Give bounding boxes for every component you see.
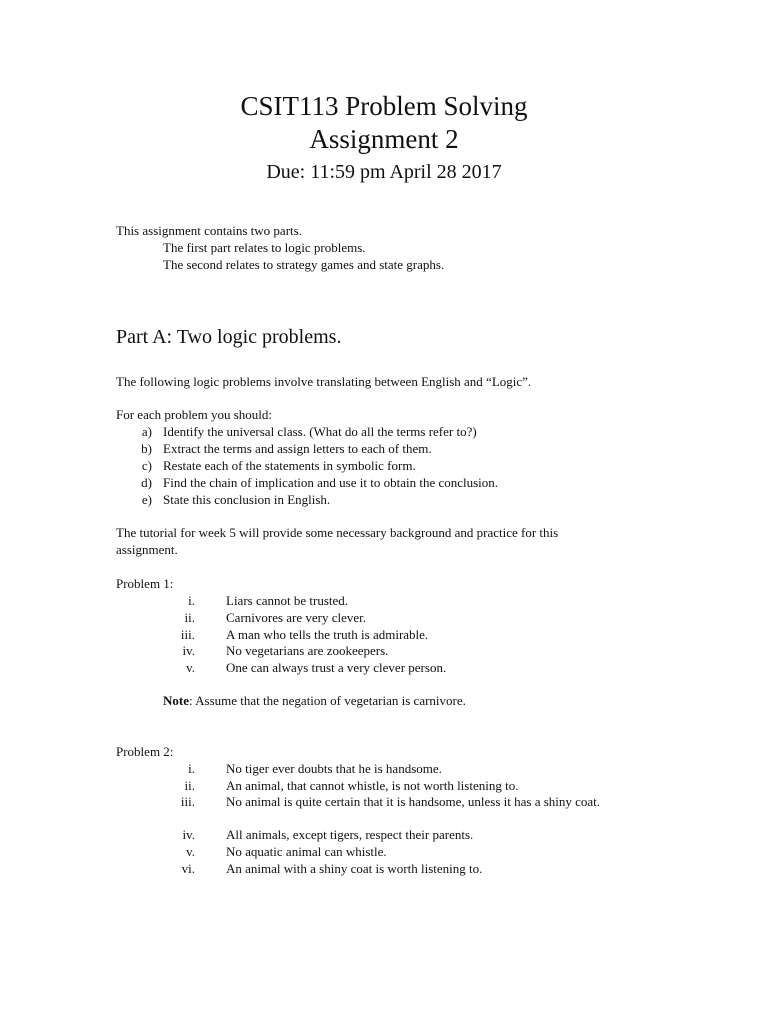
intro-part-two: The second relates to strategy games and state graphs. (163, 257, 445, 272)
list-item: Liars cannot be trusted. (226, 593, 349, 608)
note-text: : Assume that the negation of vegetarian is carnivore. (189, 693, 466, 708)
list-marker: d) (141, 475, 152, 490)
tutorial-note: The tutorial for week 5 will provide some necessary background and practice for this (116, 525, 559, 540)
list-marker: iii. (180, 627, 195, 642)
list-marker: i. (188, 761, 195, 776)
list-item: Extract the terms and assign letters to each of them. (163, 441, 432, 456)
list-item: A man who tells the truth is admirable. (226, 627, 429, 642)
list-item: One can always trust a very clever person. (226, 660, 447, 675)
list-item: Find the chain of implication and use it to obtain the conclusion. (163, 475, 499, 490)
instructions-intro: For each problem you should: (116, 407, 272, 422)
list-marker: i. (188, 593, 195, 608)
intro-line: This assignment contains two parts. (116, 223, 302, 238)
list-marker: v. (186, 844, 195, 859)
note-label: Note (163, 693, 189, 708)
list-item: No aquatic animal can whistle. (226, 844, 387, 859)
part-a-description: The following logic problems involve translating between English and “Logic”. (116, 374, 532, 389)
problem-2-title: Problem 2: (116, 744, 174, 759)
list-marker: iv. (182, 643, 195, 658)
list-marker: c) (141, 458, 152, 473)
list-marker: vi. (181, 861, 195, 876)
list-marker: v. (186, 660, 195, 675)
list-item: No vegetarians are zookeepers. (226, 643, 389, 658)
due-date: Due: 11:59 pm April 28 2017 (266, 161, 502, 183)
list-item: Restate each of the statements in symbolic form. (163, 458, 416, 473)
list-marker: ii. (184, 778, 195, 793)
tutorial-note-cont: assignment. (116, 542, 178, 557)
assignment-title: Assignment 2 (309, 124, 459, 154)
list-item: An animal, that cannot whistle, is not worth listening to. (226, 778, 519, 793)
list-item: All animals, except tigers, respect their parents. (226, 827, 474, 842)
list-item: No animal is quite certain that it is handsome, unless it has a shiny coat. (226, 794, 601, 809)
list-item: Carnivores are very clever. (226, 610, 367, 625)
list-marker: e) (141, 492, 152, 507)
list-marker: iv. (182, 827, 195, 842)
part-a-heading: Part A: Two logic problems. (116, 326, 342, 348)
intro-part-one: The first part relates to logic problems. (163, 240, 366, 255)
list-item: Identify the universal class. (What do all the terms refer to?) (163, 424, 477, 439)
course-title: CSIT113 Problem Solving (240, 91, 528, 121)
list-item: No tiger ever doubts that he is handsome. (226, 761, 442, 776)
list-item: State this conclusion in English. (163, 492, 331, 507)
list-marker: iii. (180, 794, 195, 809)
list-marker: b) (141, 441, 152, 456)
list-marker: ii. (184, 610, 195, 625)
problem-1-note (163, 692, 466, 709)
list-item: An animal with a shiny coat is worth listening to. (226, 861, 483, 876)
list-marker: a) (141, 424, 152, 439)
problem-1-title: Problem 1: (116, 576, 174, 591)
